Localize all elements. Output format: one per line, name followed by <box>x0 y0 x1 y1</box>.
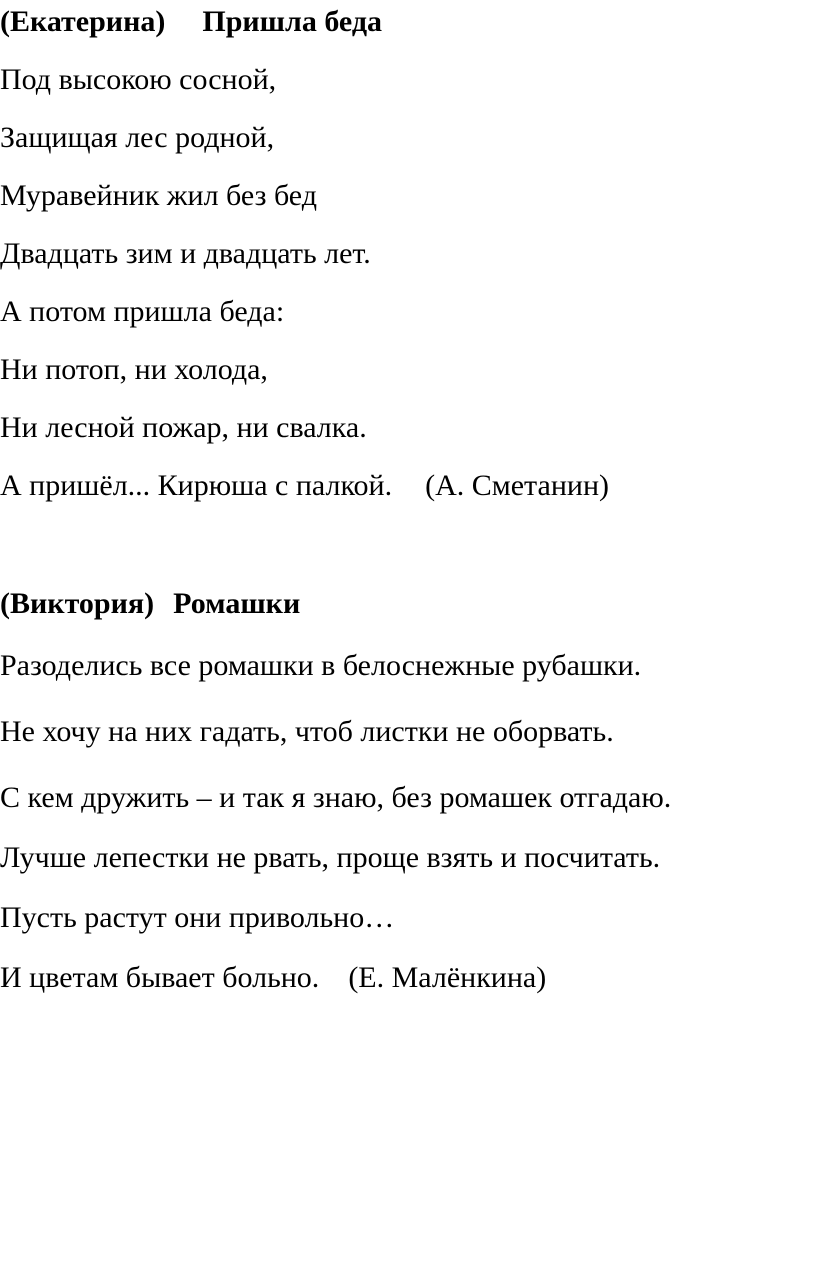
poem2-line-3: С кем дружить – и так я знаю, без ромашек отгадаю. <box>0 781 672 814</box>
poem2-line-4: Лучше лепестки не рвать, проще взять и посчитать. <box>0 841 661 874</box>
poem1-author: (А. Сметанин) <box>425 469 610 502</box>
poem1-line-5: А потом пришла беда: <box>0 295 285 328</box>
poem1-heading <box>0 4 382 40</box>
poem2-line-1: Разоделись все ромашки в белоснежные рубашки. <box>0 649 642 682</box>
poem2-author: (Е. Малёнкина) <box>348 961 547 994</box>
poem1-line-2: Защищая лес родной, <box>0 121 275 154</box>
poem1-title: Пришла беда <box>202 5 383 38</box>
poem1-last-line <box>0 468 609 504</box>
poem2-line-5: Пусть растут они привольно… <box>0 901 395 934</box>
poem1-line-7: Ни лесной пожар, ни свалка. <box>0 411 367 444</box>
poem2-line-6: И цветам бывает больно. <box>0 961 320 994</box>
poem2-heading <box>0 586 300 622</box>
poem1-line-1: Под высокою сосной, <box>0 63 277 96</box>
poem1-line-8: А пришёл... Кирюша с палкой. <box>0 469 393 502</box>
poem1-reciter: (Екатерина) <box>0 5 166 38</box>
poem2-reciter: (Виктория) <box>0 587 155 620</box>
poem1-line-4: Двадцать зим и двадцать лет. <box>0 237 371 270</box>
poem1-line-6: Ни потоп, ни холода, <box>0 353 268 386</box>
poem2-line-2: Не хочу на них гадать, чтоб листки не оборвать. <box>0 715 614 748</box>
poem2-last-line <box>0 960 546 996</box>
poem1-line-3: Муравейник жил без бед <box>0 179 317 212</box>
poem2-title: Ромашки <box>173 587 301 620</box>
